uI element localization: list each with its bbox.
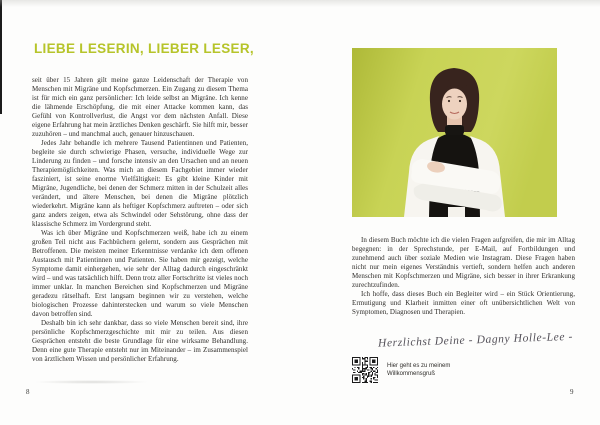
- qr-block: [352, 357, 450, 383]
- page-number-left: 8: [26, 388, 30, 396]
- chapter-title: LIEBE LESERIN, LIEBER LESER,: [34, 41, 254, 56]
- page-edge-shadow: [0, 0, 600, 7]
- author-photo: [352, 48, 557, 217]
- page-curl-shadow: [34, 380, 149, 384]
- qr-code: [352, 357, 378, 383]
- left-page-text: [32, 76, 248, 364]
- author-signature: Herzlichst Deine - Dagny Holle-Lee -: [377, 330, 574, 350]
- qr-caption: [387, 362, 450, 378]
- page-number-right: 9: [570, 388, 574, 396]
- book-cover-edge: [0, 0, 2, 114]
- paragraph-6: Ich hoffe, dass dieses Buch ein Begleiter wird – ein Stück Orientierung, Ermutigung und Klarheit inmitten einer oft unübersichtlichen Welt von Symptomen, Diagnosen und Therapien.: [352, 290, 575, 316]
- author-photo-illustration: [352, 48, 557, 217]
- qr-caption-line1: Hier geht es zu meinem: [387, 363, 451, 369]
- paragraph-5: In diesem Buch möchte ich die vielen Fragen aufgreifen, die mir im Alltag begegnen: in der Sprechstunde, per E-Mail, auf Fortbildungen und zunehmend auch über soziale Medien wie Instagram. Diese Fragen haben nicht nur mein eigenes Verständnis vertieft, sondern helfen auch anderen Menschen mit Kopfschmerzen und Migräne, sich besser in ihrer Erkrankung zurechtzufinden.: [352, 236, 575, 289]
- paragraph-2: Jedes Jahr behandle ich mehrere Tausend Patientinnen und Patienten, begleite sie durch schwierige Phasen, versuche, individuelle Wege zur Linderung zu finden – und forsche intensiv an den Ursachen und an neuen Therapiemöglichkeiten. Was mich an diesem Fachgebiet immer wieder fasziniert, ist seine enorme Vielfältigkeit: Es gibt kleine Kinder mit Migräne, Jugendliche, bei denen der Schmerz mitten in der Schulzeit alles verändert, und ältere Menschen, bei denen die Migräne plötzlich wiederkehrt. Migräne kann als heftiger Kopfschmerz auftreten – oder sich ganz anders zeigen, etwa als Schwindel oder Sehstörung, ohne dass der klassische Schmerz im Vordergrund steht.: [32, 139, 248, 228]
- paragraph-3: Was ich über Migräne und Kopfschmerzen weiß, habe ich zu einem großen Teil nicht aus Fachbüchern gelernt, sondern aus Gesprächen mit Betroffenen. Die meisten meiner Erkenntnisse verdanke ich dem offenen Austausch mit Patientinnen und Patienten. Sie haben mir gezeigt, welche Symptome damit einhergehen, wie sehr der Alltag dadurch eingeschränkt wird – und was tatsächlich hilft. Denn trotz aller Fortschritte ist vieles noch immer unklar. In manchen Bereichen sind Kopfschmerzen und Migräne geradezu rätselhaft. Erst langsam beginnen wir zu verstehen, welche biologischen Prozesse dahinterstecken und warum so viele Menschen davon betroffen sind.: [32, 229, 248, 318]
- right-page-text: [352, 236, 575, 317]
- qr-caption-line2: Willkommensgruß: [387, 371, 436, 377]
- paragraph-4: Deshalb bin ich sehr dankbar, dass so viele Menschen bereit sind, ihre persönliche Kopfschmerzgeschichte mit mir zu teilen. Aus diesen Gesprächen entsteht die beste Grundlage für eine wirksame Behandlung. Denn eine gute Therapie entsteht nur im Miteinander – im Zusammenspiel von ärztlichem Wissen und persönlicher Erfahrung.: [32, 319, 248, 363]
- paragraph-1: seit über 15 Jahren gilt meine ganze Leidenschaft der Therapie von Menschen mit Migräne und Kopfschmerzen. Ein Zugang zu diesem Thema ist für mich ein ganz persönlicher: Ich leide selbst an Migräne. Ich kenne die lähmende Erschöpfung, die mit einer Attacke kommen kann, das Gefühl von Kontrollverlust, die Angst vor dem nächsten Anfall. Diese eigene Erfahrung hat mein ärztliches Denken geschärft. Sie hilft mir, besser zuzuhören – und manchmal auch, genauer hinzuschauen.: [32, 76, 248, 138]
